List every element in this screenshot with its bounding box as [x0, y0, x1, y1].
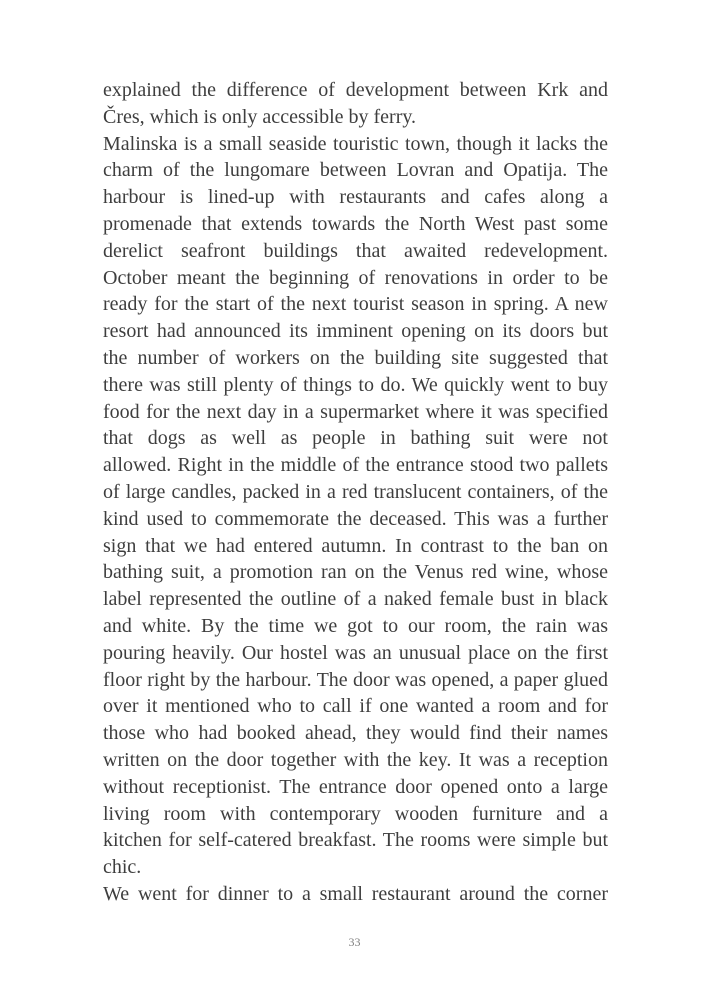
- page-text: [103, 77, 608, 908]
- text-line: food for the next day in a supermarket where it was specified: [103, 400, 608, 423]
- text-line: and white. By the time we got to our room, the rain was: [103, 614, 608, 637]
- text-line: sign that we had entered autumn. In contrast to the ban on: [103, 534, 608, 557]
- text-line: chic.: [103, 856, 142, 879]
- text-line: Malinska is a small seaside touristic town, though it lacks the: [103, 132, 608, 155]
- text-line: kitchen for self-catered breakfast. The rooms were simple but: [103, 829, 608, 852]
- text-line: harbour is lined-up with restaurants and cafes along a: [103, 186, 608, 209]
- text-line: of large candles, packed in a red translucent containers, of the: [103, 480, 608, 503]
- text-line: without receptionist. The entrance door opened onto a large: [103, 775, 608, 798]
- text-line: there was still plenty of things to do. We quickly went to buy: [103, 373, 608, 396]
- text-line: over it mentioned who to call if one wanted a room and for: [103, 695, 608, 718]
- text-line: those who had booked ahead, they would find their names: [103, 722, 608, 745]
- text-line: charm of the lungomare between Lovran and Opatija. The: [103, 159, 608, 182]
- text-line: the number of workers on the building site suggested that: [103, 346, 608, 369]
- text-line: allowed. Right in the middle of the entrance stood two pallets: [103, 454, 608, 477]
- text-line: derelict seafront buildings that awaited redevelopment.: [103, 239, 608, 262]
- text-line: that dogs as well as people in bathing suit were not: [103, 427, 608, 450]
- text-line: written on the door together with the key. It was a reception: [103, 748, 608, 771]
- text-line: explained the difference of development between Krk and: [103, 79, 608, 101]
- text-line: Čres, which is only accessible by ferry.: [103, 105, 417, 128]
- text-line: We went for dinner to a small restaurant around the corner: [103, 882, 608, 905]
- text-line: October meant the beginning of renovations in order to be: [103, 266, 608, 289]
- text-line: promenade that extends towards the North West past some: [103, 212, 608, 235]
- text-line: ready for the start of the next tourist season in spring. A new: [103, 293, 608, 316]
- text-line: bathing suit, a promotion ran on the Venus red wine, whose: [103, 561, 608, 584]
- text-line: label represented the outline of a naked female bust in black: [103, 588, 608, 611]
- page-number: 33: [348, 935, 361, 949]
- text-line: kind used to commemorate the deceased. This was a further: [103, 507, 608, 530]
- text-line: living room with contemporary wooden furniture and a: [103, 802, 608, 825]
- text-line: floor right by the harbour. The door was opened, a paper glued: [103, 668, 608, 691]
- text-line: pouring heavily. Our hostel was an unusual place on the first: [103, 641, 608, 664]
- text-line: resort had announced its imminent opening on its doors but: [103, 320, 608, 343]
